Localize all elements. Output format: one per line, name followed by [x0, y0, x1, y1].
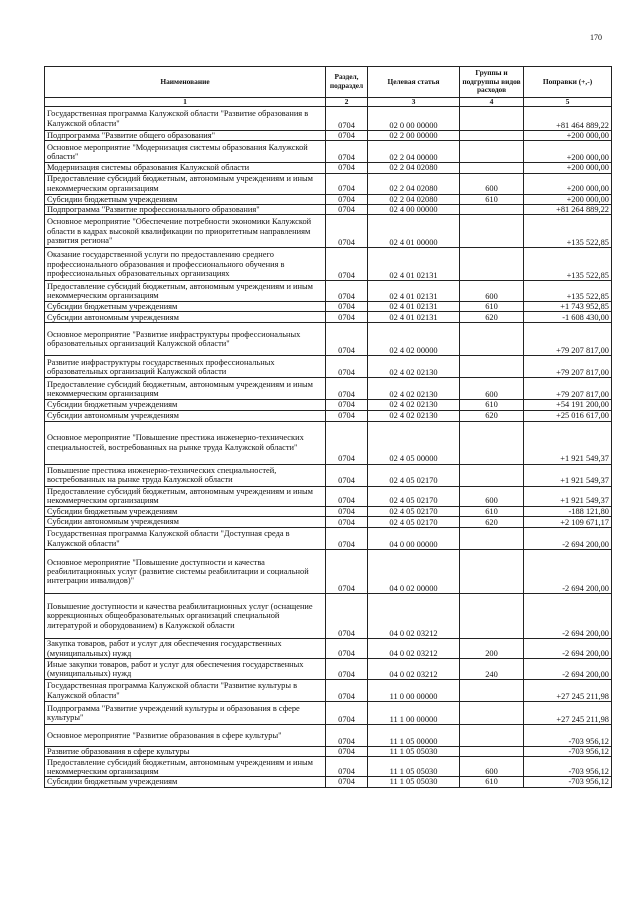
row-section-cell: 0704 [326, 131, 368, 141]
header-section: Раздел, подраздел [326, 67, 368, 98]
row-target-cell: 02 4 05 02170 [368, 464, 460, 486]
row-amount-cell: +1 921 549,37 [524, 486, 612, 506]
row-name-cell: Развитие инфраструктуры государственных профессиональных образовательных организаций Калужской области [45, 356, 326, 378]
row-target-cell: 04 0 02 03212 [368, 594, 460, 639]
row-target-cell: 02 0 00 00000 [368, 107, 460, 131]
row-name-cell: Предоставление субсидий бюджетным, автономным учреждениям и иным некоммерческим организациям [45, 173, 326, 194]
table-row [45, 639, 612, 659]
table-row [45, 659, 612, 680]
row-group-cell [460, 464, 524, 486]
row-name-cell: Подпрограмма "Развитие учреждений культуры и образования в сфере культуры" [45, 702, 326, 725]
row-group-cell [460, 725, 524, 747]
table-row [45, 194, 612, 204]
row-target-cell: 02 2 04 02080 [368, 173, 460, 194]
row-section-cell: 0704 [326, 639, 368, 659]
header-expense-groups: Группы и подгруппы видов расходов [460, 67, 524, 98]
row-group-cell [460, 528, 524, 550]
row-group-cell: 610 [460, 400, 524, 410]
row-name-cell: Субсидии бюджетным учреждениям [45, 302, 326, 312]
row-amount-cell: +81 464 889,22 [524, 107, 612, 131]
table-row [45, 215, 612, 248]
row-group-cell: 610 [460, 302, 524, 312]
row-amount-cell: +25 016 617,00 [524, 410, 612, 421]
header-target-article: Целевая статья [368, 67, 460, 98]
row-section-cell: 0704 [326, 757, 368, 777]
row-section-cell: 0704 [326, 323, 368, 356]
table-row [45, 702, 612, 725]
row-amount-cell: +81 264 889,22 [524, 204, 612, 214]
row-group-cell: 600 [460, 757, 524, 777]
row-amount-cell: -703 956,12 [524, 747, 612, 757]
row-amount-cell: -188 121,80 [524, 506, 612, 516]
table-row [45, 302, 612, 312]
row-name-cell: Предоставление субсидий бюджетным, автономным учреждениям и иным некоммерческим организациям [45, 486, 326, 506]
column-number: 3 [368, 98, 460, 107]
row-target-cell: 02 4 02 02130 [368, 378, 460, 400]
row-target-cell: 02 4 01 02131 [368, 312, 460, 323]
row-target-cell: 04 0 02 03212 [368, 659, 460, 680]
row-group-cell [460, 107, 524, 131]
table-row [45, 517, 612, 528]
row-section-cell: 0704 [326, 248, 368, 281]
row-target-cell: 02 4 05 02170 [368, 486, 460, 506]
table-row [45, 594, 612, 639]
row-group-cell: 200 [460, 639, 524, 659]
row-target-cell: 02 4 05 00000 [368, 421, 460, 464]
column-number: 1 [45, 98, 326, 107]
row-section-cell: 0704 [326, 680, 368, 702]
row-name-cell: Субсидии бюджетным учреждениям [45, 777, 326, 787]
table-row [45, 204, 612, 214]
table-row [45, 141, 612, 163]
row-group-cell: 600 [460, 486, 524, 506]
row-section-cell: 0704 [326, 400, 368, 410]
row-target-cell: 02 4 01 02131 [368, 248, 460, 281]
table-row [45, 464, 612, 486]
row-section-cell: 0704 [326, 464, 368, 486]
row-amount-cell: +1 743 952,85 [524, 302, 612, 312]
row-group-cell [460, 131, 524, 141]
table-body [45, 107, 612, 788]
row-name-cell: Предоставление субсидий бюджетным, автономным учреждениям и иным некоммерческим организациям [45, 281, 326, 302]
row-section-cell: 0704 [326, 378, 368, 400]
row-group-cell: 600 [460, 281, 524, 302]
row-name-cell: Предоставление субсидий бюджетным, автономным учреждениям и иным некоммерческим организациям [45, 378, 326, 400]
row-amount-cell: +200 000,00 [524, 173, 612, 194]
row-amount-cell: +135 522,85 [524, 215, 612, 248]
row-amount-cell: +200 000,00 [524, 141, 612, 163]
row-group-cell: 620 [460, 517, 524, 528]
row-section-cell: 0704 [326, 702, 368, 725]
table-row [45, 248, 612, 281]
row-target-cell: 02 2 00 00000 [368, 131, 460, 141]
row-group-cell [460, 215, 524, 248]
row-name-cell: Субсидии автономным учреждениям [45, 312, 326, 323]
row-target-cell: 02 2 04 00000 [368, 141, 460, 163]
row-target-cell: 02 2 04 02080 [368, 194, 460, 204]
row-amount-cell: -2 694 200,00 [524, 659, 612, 680]
row-amount-cell: +135 522,85 [524, 248, 612, 281]
row-target-cell: 02 4 01 02131 [368, 302, 460, 312]
row-section-cell: 0704 [326, 725, 368, 747]
row-group-cell [460, 204, 524, 214]
table-row [45, 725, 612, 747]
row-amount-cell: +135 522,85 [524, 281, 612, 302]
row-group-cell [460, 356, 524, 378]
row-target-cell: 02 4 05 02170 [368, 517, 460, 528]
row-section-cell: 0704 [326, 506, 368, 516]
row-section-cell: 0704 [326, 421, 368, 464]
row-section-cell: 0704 [326, 173, 368, 194]
row-name-cell: Субсидии бюджетным учреждениям [45, 506, 326, 516]
table-row [45, 281, 612, 302]
row-target-cell: 11 1 05 05030 [368, 747, 460, 757]
row-group-cell: 620 [460, 312, 524, 323]
row-amount-cell: +79 207 817,00 [524, 323, 612, 356]
table-row [45, 550, 612, 594]
row-amount-cell: -2 694 200,00 [524, 528, 612, 550]
row-amount-cell: -703 956,12 [524, 757, 612, 777]
row-section-cell: 0704 [326, 486, 368, 506]
row-amount-cell: +27 245 211,98 [524, 680, 612, 702]
row-section-cell: 0704 [326, 107, 368, 131]
column-number: 4 [460, 98, 524, 107]
row-target-cell: 11 1 05 05030 [368, 757, 460, 777]
row-section-cell: 0704 [326, 550, 368, 594]
row-amount-cell: -703 956,12 [524, 777, 612, 787]
row-group-cell [460, 248, 524, 281]
row-amount-cell: +200 000,00 [524, 194, 612, 204]
row-name-cell: Подпрограмма "Развитие общего образования" [45, 131, 326, 141]
row-group-cell [460, 747, 524, 757]
page-number: 170 [590, 33, 602, 42]
row-name-cell: Подпрограмма "Развитие профессионального образования" [45, 204, 326, 214]
row-section-cell: 0704 [326, 747, 368, 757]
row-group-cell [460, 594, 524, 639]
row-section-cell: 0704 [326, 163, 368, 173]
row-target-cell: 02 4 05 02170 [368, 506, 460, 516]
header-amendments: Поправки (+,-) [524, 67, 612, 98]
row-group-cell: 610 [460, 194, 524, 204]
table-row [45, 486, 612, 506]
row-section-cell: 0704 [326, 141, 368, 163]
table-row [45, 163, 612, 173]
table-row [45, 131, 612, 141]
table-row [45, 506, 612, 516]
table-row [45, 400, 612, 410]
row-amount-cell: +1 921 549,37 [524, 421, 612, 464]
row-name-cell: Основное мероприятие "Повышение доступности и качества реабилитационных услуг (развитие системы реабилитации и социальной интеграции инвалидов)" [45, 550, 326, 594]
row-target-cell: 04 0 00 00000 [368, 528, 460, 550]
row-group-cell [460, 141, 524, 163]
table-row [45, 378, 612, 400]
table-row [45, 356, 612, 378]
row-name-cell: Субсидии автономным учреждениям [45, 517, 326, 528]
table-row [45, 323, 612, 356]
row-name-cell: Субсидии автономным учреждениям [45, 410, 326, 421]
row-section-cell: 0704 [326, 517, 368, 528]
row-name-cell: Субсидии бюджетным учреждениям [45, 400, 326, 410]
row-target-cell: 02 2 04 02080 [368, 163, 460, 173]
row-name-cell: Предоставление субсидий бюджетным, автономным учреждениям и иным некоммерческим организациям [45, 757, 326, 777]
row-amount-cell: -2 694 200,00 [524, 550, 612, 594]
row-name-cell: Повышение престижа инженерно-технических специальностей, востребованных на рынке труда Калужской области [45, 464, 326, 486]
row-group-cell: 610 [460, 506, 524, 516]
row-name-cell: Повышение доступности и качества реабилитационных услуг (оснащение коррекционных общеобразовательных организаций специальной литературой и оборудованием) в Калужской области [45, 594, 326, 639]
row-target-cell: 02 4 01 02131 [368, 281, 460, 302]
budget-amendments-table [44, 66, 612, 788]
row-group-cell: 240 [460, 659, 524, 680]
row-name-cell: Основное мероприятие "Повышение престижа инженерно-технических специальностей, востребованных на рынке труда Калужской области" [45, 421, 326, 464]
row-amount-cell: +200 000,00 [524, 163, 612, 173]
row-section-cell: 0704 [326, 777, 368, 787]
row-name-cell: Закупка товаров, работ и услуг для обеспечения государственных (муниципальных) нужд [45, 639, 326, 659]
row-amount-cell: -703 956,12 [524, 725, 612, 747]
row-group-cell: 620 [460, 410, 524, 421]
row-name-cell: Развитие образования в сфере культуры [45, 747, 326, 757]
row-section-cell: 0704 [326, 302, 368, 312]
row-name-cell: Иные закупки товаров, работ и услуг для обеспечения государственных (муниципальных) нужд [45, 659, 326, 680]
table-row [45, 410, 612, 421]
row-section-cell: 0704 [326, 204, 368, 214]
table-row [45, 528, 612, 550]
table-row [45, 680, 612, 702]
row-section-cell: 0704 [326, 194, 368, 204]
row-target-cell: 11 1 00 00000 [368, 702, 460, 725]
row-group-cell [460, 421, 524, 464]
row-section-cell: 0704 [326, 659, 368, 680]
row-amount-cell: +2 109 671,17 [524, 517, 612, 528]
row-name-cell: Государственная программа Калужской области "Развитие образования в Калужской области" [45, 107, 326, 131]
row-section-cell: 0704 [326, 594, 368, 639]
row-target-cell: 04 0 02 00000 [368, 550, 460, 594]
row-group-cell: 600 [460, 378, 524, 400]
row-group-cell [460, 680, 524, 702]
header-name: Наименование [45, 67, 326, 98]
row-amount-cell: +200 000,00 [524, 131, 612, 141]
row-amount-cell: +54 191 200,00 [524, 400, 612, 410]
row-target-cell: 02 4 02 02130 [368, 410, 460, 421]
table-row [45, 173, 612, 194]
table-row [45, 107, 612, 131]
row-group-cell [460, 323, 524, 356]
row-section-cell: 0704 [326, 528, 368, 550]
table-row [45, 312, 612, 323]
row-group-cell [460, 163, 524, 173]
row-target-cell: 02 4 02 02130 [368, 400, 460, 410]
row-name-cell: Государственная программа Калужской области "Развитие культуры в Калужской области" [45, 680, 326, 702]
table-row [45, 421, 612, 464]
row-section-cell: 0704 [326, 215, 368, 248]
row-section-cell: 0704 [326, 356, 368, 378]
row-section-cell: 0704 [326, 410, 368, 421]
column-number: 5 [524, 98, 612, 107]
row-amount-cell: -2 694 200,00 [524, 639, 612, 659]
row-amount-cell: +27 245 211,98 [524, 702, 612, 725]
column-number: 2 [326, 98, 368, 107]
row-group-cell: 600 [460, 173, 524, 194]
row-group-cell: 610 [460, 777, 524, 787]
row-target-cell: 02 4 02 02130 [368, 356, 460, 378]
row-name-cell: Субсидии бюджетным учреждениям [45, 194, 326, 204]
row-target-cell: 11 1 05 05030 [368, 777, 460, 787]
row-name-cell: Оказание государственной услуги по предоставлению среднего профессионального образования и профессионального обучения в профессиональных образовательных организациях [45, 248, 326, 281]
row-section-cell: 0704 [326, 312, 368, 323]
table-row [45, 747, 612, 757]
row-target-cell: 02 4 02 00000 [368, 323, 460, 356]
row-group-cell [460, 550, 524, 594]
row-target-cell: 02 4 01 00000 [368, 215, 460, 248]
row-target-cell: 11 1 05 00000 [368, 725, 460, 747]
row-amount-cell: +79 207 817,00 [524, 356, 612, 378]
row-target-cell: 04 0 02 03212 [368, 639, 460, 659]
row-amount-cell: +1 921 549,37 [524, 464, 612, 486]
row-name-cell: Государственная программа Калужской области "Доступная среда в Калужской области" [45, 528, 326, 550]
row-amount-cell: +79 207 817,00 [524, 378, 612, 400]
row-name-cell: Основное мероприятие "Обеспечение потребности экономики Калужской области в кадрах высокой квалификации по приоритетным направлениям развития региона" [45, 215, 326, 248]
row-target-cell: 02 4 00 00000 [368, 204, 460, 214]
row-group-cell [460, 702, 524, 725]
row-name-cell: Основное мероприятие "Развитие образования в сфере культуры" [45, 725, 326, 747]
table-row [45, 777, 612, 787]
row-name-cell: Модернизация системы образования Калужской области [45, 163, 326, 173]
row-amount-cell: -2 694 200,00 [524, 594, 612, 639]
row-name-cell: Основное мероприятие "Развитие инфраструктуры профессиональных образовательных организаций Калужской области" [45, 323, 326, 356]
row-section-cell: 0704 [326, 281, 368, 302]
row-name-cell: Основное мероприятие "Модернизация системы образования Калужской области" [45, 141, 326, 163]
row-target-cell: 11 0 00 00000 [368, 680, 460, 702]
row-amount-cell: -1 608 430,00 [524, 312, 612, 323]
table-row [45, 757, 612, 777]
